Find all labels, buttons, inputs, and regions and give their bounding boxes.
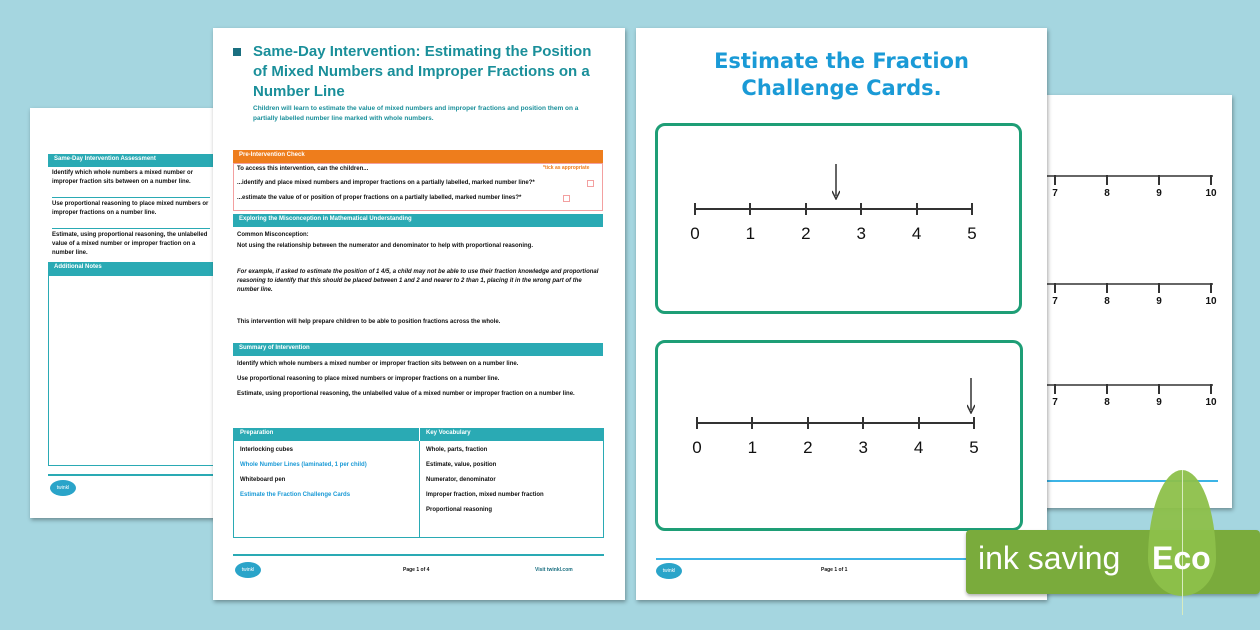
prep-item-link[interactable]: Estimate the Fraction Challenge Cards xyxy=(240,492,351,498)
arrow-icon xyxy=(967,378,975,414)
assessment-row: Estimate, using proportional reasoning, the unlabelled value of a mixed number or improper fraction on a number line. xyxy=(52,232,208,256)
vocab-item: Whole, parts, fraction xyxy=(426,447,488,453)
page-number: Page 1 of 4 xyxy=(403,567,430,573)
tick-label: 10 xyxy=(1205,296,1217,307)
prep-item: Interlocking cubes xyxy=(240,447,294,453)
tick xyxy=(807,417,809,429)
tick-label: 10 xyxy=(1205,397,1217,408)
arrow-icon xyxy=(832,164,840,200)
tick-label: 5 xyxy=(967,224,977,243)
vocab-item: Improper fraction, mixed number fraction xyxy=(426,492,544,498)
number-lines-page xyxy=(1030,95,1232,508)
tick-label: 2 xyxy=(801,224,811,243)
tick-label: 7 xyxy=(1052,188,1058,199)
tick xyxy=(694,203,696,215)
vocab-item: Proportional reasoning xyxy=(426,507,493,513)
tick-label: 2 xyxy=(803,438,813,457)
twinkl-logo: twinkl xyxy=(656,563,682,579)
assessment-header: Same-Day Intervention Assessment xyxy=(48,154,230,167)
tick-label: 4 xyxy=(911,224,922,243)
challenge-card xyxy=(655,123,1022,314)
challenge-cards-page xyxy=(636,28,1047,600)
vocab-item: Estimate, value, position xyxy=(426,462,497,468)
challenge-card xyxy=(655,340,1023,531)
tick-label: 10 xyxy=(1205,188,1217,199)
intervention-page xyxy=(213,28,625,600)
prep-header: Preparation xyxy=(234,428,419,441)
tick-label: 9 xyxy=(1156,296,1162,307)
misconception-text: Not using the relationship between the numerator and denominator to help with proportional reasoning. xyxy=(237,243,534,249)
check-item: ...estimate the value of or position of proper fractions on a partially labelled, marked number lines?* xyxy=(237,195,522,201)
checkbox[interactable] xyxy=(587,180,594,187)
check-lead: To access this intervention, can the children... xyxy=(237,166,369,172)
tick-label: 4 xyxy=(913,438,924,457)
footer-link[interactable]: Visit twinkl.com xyxy=(535,567,573,573)
tick xyxy=(1106,283,1108,293)
misconception-example: For example, if asked to estimate the position of 1 4/5, a child may not be able to use their fraction knowledge and proportional reasoning to identify that this should be placed between 1 and 2 and nearer to 2 than 1, placing it in the wrong part of the number line. xyxy=(237,269,599,293)
notes-box xyxy=(48,275,230,466)
summary-item: Use proportional reasoning to place mixed numbers or improper fractions on a number line. xyxy=(237,376,500,382)
number-line xyxy=(1030,283,1213,285)
ink-saving-label: ink saving xyxy=(978,540,1121,576)
tick xyxy=(1210,283,1212,293)
tick-label: 0 xyxy=(690,224,700,243)
summary-header: Summary of Intervention xyxy=(233,343,603,356)
assessment-page xyxy=(30,108,230,518)
tick xyxy=(1210,384,1212,394)
vocab-header: Key Vocabulary xyxy=(419,428,604,441)
tick xyxy=(696,417,698,429)
number-line xyxy=(1030,384,1213,386)
tick xyxy=(1210,175,1212,185)
tick xyxy=(1158,384,1160,394)
tick-label: 8 xyxy=(1104,188,1110,199)
tick xyxy=(805,203,807,215)
tick-label: 9 xyxy=(1156,188,1162,199)
tick-label: 5 xyxy=(969,438,979,457)
misconception-header: Exploring the Misconception in Mathematical Understanding xyxy=(233,214,603,227)
tick xyxy=(1054,384,1056,394)
check-item: ...identify and place mixed numbers and improper fractions on a partially labelled, marked number line?* xyxy=(237,180,535,186)
tick-label: 9 xyxy=(1156,397,1162,408)
tick-label: 7 xyxy=(1052,397,1058,408)
prep-item-link[interactable]: Whole Number Lines (laminated, 1 per child) xyxy=(240,462,367,468)
tick xyxy=(1106,384,1108,394)
page-number: Page 1 of 1 xyxy=(821,567,848,573)
check-header: Pre-Intervention Check xyxy=(233,150,603,163)
page-title: Same-Day Intervention: Estimating the Position of Mixed Numbers and Improper Fractions on a Number Line xyxy=(253,43,592,100)
checkbox[interactable] xyxy=(563,195,570,202)
twinkl-logo: twinkl xyxy=(235,562,261,578)
tick xyxy=(973,417,975,429)
assessment-row: Identify which whole numbers a mixed number or improper fraction sits between on a number line. xyxy=(52,169,210,198)
tick-label: 0 xyxy=(692,438,702,457)
misconception-sub: Common Misconception: xyxy=(237,232,309,238)
title-square-icon xyxy=(233,48,241,56)
number-line xyxy=(695,208,972,210)
tick xyxy=(1158,283,1160,293)
tick-label: 3 xyxy=(858,438,868,457)
tick xyxy=(860,203,862,215)
check-note: *tick as appropriate xyxy=(543,165,590,171)
twinkl-logo: twinkl xyxy=(50,480,76,496)
tick xyxy=(1054,175,1056,185)
number-line xyxy=(1030,175,1213,177)
tick-label: 1 xyxy=(745,224,756,243)
misconception-closing: This intervention will help prepare children to be able to position fractions across the whole. xyxy=(237,319,501,325)
tick xyxy=(1106,175,1108,185)
number-line xyxy=(697,422,974,424)
tick xyxy=(751,417,753,429)
tick xyxy=(1158,175,1160,185)
tick-label: 1 xyxy=(747,438,758,457)
summary-item: Identify which whole numbers a mixed number or improper fraction sits between on a number line. xyxy=(237,361,519,367)
vocab-item: Numerator, denominator xyxy=(426,477,496,483)
notes-header: Additional Notes xyxy=(48,262,230,275)
tick xyxy=(916,203,918,215)
tick xyxy=(918,417,920,429)
prep-item: Whiteboard pen xyxy=(240,477,286,483)
tick xyxy=(862,417,864,429)
tick-label: 8 xyxy=(1104,397,1110,408)
tick xyxy=(1054,283,1056,293)
tick-label: 8 xyxy=(1104,296,1110,307)
tick xyxy=(749,203,751,215)
tick-label: 7 xyxy=(1052,296,1058,307)
summary-item: Estimate, using proportional reasoning, the unlabelled value of a mixed number or improper fraction on a number line. xyxy=(237,391,575,397)
assessment-row: Use proportional reasoning to place mixed numbers or improper fractions on a number line. xyxy=(52,200,210,229)
eco-label: Eco xyxy=(1152,540,1211,576)
cards-title: Estimate the Fraction Challenge Cards. xyxy=(714,49,969,100)
prep-table xyxy=(233,428,604,538)
intro-text: Children will learn to estimate the value of mixed numbers and improper fractions and position them on a partially labelled number line marked with whole numbers. xyxy=(253,105,579,122)
tick-label: 3 xyxy=(856,224,866,243)
tick xyxy=(971,203,973,215)
